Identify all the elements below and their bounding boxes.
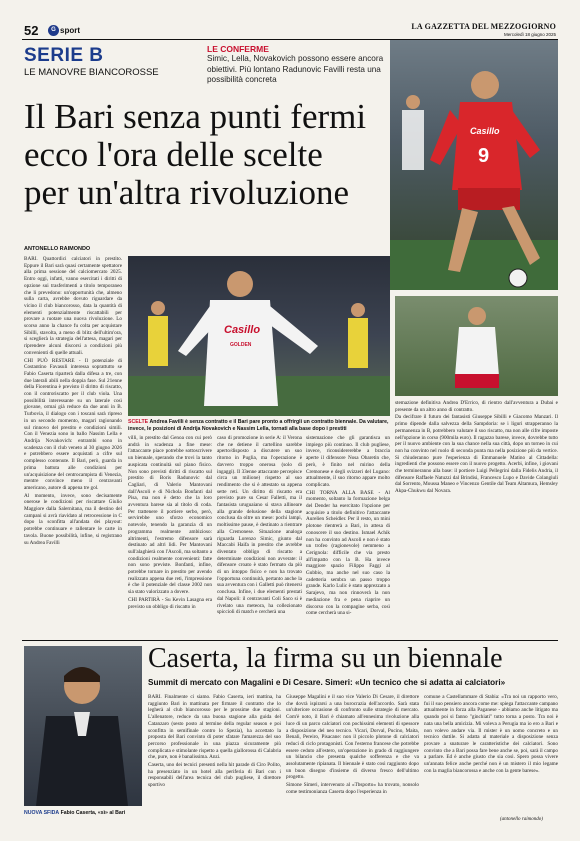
article1-paragraph: Da decifrare il futuro dei fantasisti Giuseppe Sibilli e Giacomo Manzari. Il primo dipende dalla salvezza della Sampdoria: se i liguri strapperanno la permanenza in B, potrebbero valutare il suo riscatto, ma non alle cifre imposte nell'opzione in corso (900mila euro). Il ragazzo barese, invece, dovrebbe tutto per il nuovo ambiente con la sua chance nella sua città, dopo un torneo in cui non ha convinto nel ruolo di seconda punta ma nella posizione più da vertice. Si chiuderanno pure l'esperienza di Emmanuele Matino al Cittadella: ingredienti che possono essere con il nuovo progetto. Acerbi, infine, i giovani che termineranno alla base: il portiere Luigi Pellegrini dalla Fidelis Andria, il difensore Raffaele Natuzzi dal Brindisi, Francesco Lupo e Davide Colangiuli dal Sorrento, Moussa Maneo e Vincenzo Gentile dal Team Altamura, Hemsley Akpa-Chukwu dal Novara. <box>395 414 558 495</box>
headline-line-3: per un'altra rivoluzione <box>24 173 350 212</box>
section-kicker <box>24 46 204 79</box>
article1-paragraph: CHI PARTIRÀ - Su Kevin Lasagna era previsto un obbligo di riscatto in <box>128 596 212 610</box>
article1-column-2 <box>128 435 212 634</box>
article1-paragraph: Al momento, invece, sono decisamente onerose le condizioni per riscattare Giulio Maggiore dalla Salernitana, ma il destino del campani si avrà riavidato al retrocessione in C dopo la sconfitta all'andata dei playout: potrebbe continuare e rallentare le carte in tavola. Buone possibilità, infine, si registrano su Andrea Favilli <box>24 492 122 546</box>
article2-signature: (antonello raimondo) <box>500 817 543 822</box>
article2-title: Caserta, la firma su un biennale <box>148 643 503 674</box>
player-illustration <box>390 40 558 290</box>
article2-paragraph: Giuseppe Magalini e il suo vice Valerio Di Cesare, il direttore che dovrà ispirarsi a una burocrazia dell'accordo. Sarà stata un'ulteriore occasione di confronto sulle strategie di mercato. Com'è noto, il Bari è chiamato all'ennesima rivoluzione alla luce di un parco calciatori con pochissimi elementi di spessore a disposizione del neo tecnico. Vicari, Dorval, Pucino, Maita, Benali, Pereiro, Pisacane: non il piccolo plotone di calciatori reduci di ciclo protagonisti. Con l'esterno francese che potrebbe essere ceduto all'estero, un'operazione in grado di raggiungere un bilancio che presenta qualche sofferenza e che va assolutamente ripianata. Il biennale è stato così raggiunto dopo un buon disegno d'insieme di diverso fresco dell'ultimo progetto. <box>286 694 419 781</box>
players-illustration <box>128 256 390 416</box>
article2-column-2 <box>286 694 419 816</box>
coach-caption-label: NUOVA SFIDA <box>24 810 60 816</box>
jersey-sponsor-2: Casillo <box>224 324 261 336</box>
jersey-sponsor-small: GOLDEN <box>230 342 252 348</box>
article1-paragraph: sistemazione che gli garantisca un impiego più continuo. Il club pugliese, invece, riconsidererebbe a braccia aperte il difensore Nosa Obaretin che, però, è finito nel mirino della Cremonese e degli svizzeri del Lugano: attualmente, il suo ritorno appare molto complicato. <box>306 435 390 488</box>
caption-label: SCELTE <box>128 419 149 425</box>
article2-paragraph: Simone Simeri, intervenuto al «Tbsporto» ha trovato, nonsolo come testimonianza Caserta dopo l'esperienza in <box>286 782 419 795</box>
kicker-title: SERIE B <box>24 45 104 66</box>
article2-subtitle: Summit di mercato con Magalini e Di Cesare. Simeri: «Un tecnico che si adatta ai calciatori» <box>148 678 506 687</box>
article1-column-3 <box>217 435 302 634</box>
headline-line-1: Il Bari senza punti fermi <box>24 97 367 136</box>
article2-paragraph: BARI. Finalmente ci siamo. Fabio Caserta, ieri mattina, ha raggiunto Bari in mattinata per firmare il contratto che lo legherà al club biancorosso per le prossime due stagioni. L'allenatore, reduce da una buona stagione alla guida del Catanzaro (sesto posto al termine della regular season e poi sconfitta in semifinale contro lo Spezia), ha accettato la proposta del Bari convinto di poter sfatare l'amarezza del suo percorso professionale in una piazza sicuramente più complicata e stimolante rispetto a quella giallorossa di Calabria che, pure, non è banalissima. Anzi. <box>148 694 281 761</box>
section-logo: G sport <box>48 24 80 36</box>
article1-column-1 <box>24 256 122 634</box>
article1-paragraph: CHI PUÒ RESTARE - Il potenziale di Costantino Favasuli interessa soprattutto se Fabio Caserta riparterà dalla difesa a tre, con due laterali abili nella doppia fase. Sul 21enne della Fiorentina è previsto il diritto di riscatto, con il controriscatto per il club viola. Una possibilità interessante su un laterale così giovane, ormai già reduce da due anni in B. Turbovia, il dialogo con i toscani sarà ripreso in un secondo momento, magari ragionando sul rinnovo del prestito e condizioni simili. Con il Venezia sono in ballo Nassim Lella e Andrija Novakovich: entrambi sono in scadenza con il club veneto al 30 giugno 2026 e potrebbero essere acquistati a cifre sul complesso contenute. Il Bari, però, guarda in prima battuta alle condizioni per un'acquisizione del centrocampista di Venezia, mentre convince meno il centravanti americano, autore di appena tre gol. <box>24 357 122 491</box>
secondary-photo <box>128 256 390 416</box>
article2-column-3 <box>424 694 558 816</box>
kicker-subtitle: LE MANOVRE BIANCOROSSE <box>24 67 159 78</box>
article1-paragraph: villi, in prestito dal Genoa con cui però andrà in scadenza a fine mese: l'attaccante piace potrebbe sottoscrivere un biennale, sperando che trovi la tanto auspicata continuità sul piano fisico. Non sono previsti diritti di riscatto sul prestito di Boris Radunovic dal Cagliari, di Valerio Mantovani dall'Ascoli e di Nichola Bonfanti dal Pisa, ma non è detto che la loro avventura barese sia al titolo di coda. Per trattenere il portiere serbo, però, servirebbe uno sforzo economico notevole, tenendo la garanzia di un programma realmente ambizioso: altrimenti, l'estremo difensore sarà destinato ad altri lidi. Per Mantovani sull'alaghierà con l'Ascoli, ma soltanto a condizioni realmente convenienti: fatte non sono previste. Bonfanti, infine, potrebbe tornare in prestito per avendo realizzato appena due reti, l'impressione è che il potenziale del classe 2002 non sia stato valorizzato a dovere. <box>128 435 212 596</box>
page-header <box>22 22 558 40</box>
article1-paragraph: caso di promozione in serie A: il Verona che ne detiene il cartellino sarebbe aperto/disposto a discutere un suo ritorno in Puglia, ma l'operazione è davvero troppo onerosa (solo di ingaggi). Il 33enne attaccante percepisce circa un milione) rispetto al suo rendimento che si è attestato su appena sette reti. Un diritto di riscatto era previsto pure su Cesar Falletti, ma il fantasista uruguaiano si stava allineare alla grande delusione della stagione conclusa da oltre un mese: pochi lampi, moltissime pause, è destinato a rientrare alla Cremonese. Situazione analoga riguarda Lorenzo Simic, giunto dal Maccabi Haifa in prestito che avrebbe diventato obbligo di riscatto a determinate condizioni non avverate: il difensore croato è stato fermato da più di un intoppo fisico e non ha trovato l'opportuna continuità, pertanto anche la sua avventura con i Galletti può ritenersi conclusa. Infine, i due elementi prestati dal Napoli: il centravanti Coli Saco si è rivelato una meteora, ha collezionato spiccioli di match e cercherà una <box>217 435 302 616</box>
page-number: 52 <box>24 23 39 38</box>
article-divider <box>22 640 558 641</box>
issue-date: Mercoledì 18 giugno 2025 <box>503 32 556 37</box>
sidebar-note <box>207 44 387 86</box>
article1-paragraph: BARI. Quattordici calciatori in prestito. Eppure il Bari sarà quasi certamente spettatore alla prima sessione del calciomercato 2025. Entro oggi, infatti, vanno esercitati i diritti di opzione sui trasferimenti a titolo temporaneo che li prevedono: un'opportunità che, almeno sulla carta, avrebbe dovuto riguardare da vicino il club biancorosso, data la quantità di elementi potenzialmente riscattabili per provare a ruotare una nuova rivoluzione. Lo scorso anno la chance fu colta per acquistare Sibilli, stavolta, a meno di blitz dell'ultim'ora, si sceglierà la strategia dell'attesa, magari per riprendere alcuni discorsi a condizioni più convenienti di quelle attuali. <box>24 256 122 356</box>
headline-line-2: ecco l'ora delle scelte <box>24 135 323 174</box>
byline: ANTONELLO RAIMONDO <box>24 246 91 252</box>
masthead: LA GAZZETTA DEL MEZZOGIORNO <box>411 22 556 31</box>
sidebar-note-text: Simic, Lella, Novakovich possono essere ancora obiettivi. Più lontano Radunovic Favilli resta una possibilità concreta <box>207 54 384 85</box>
article1-paragraph: stemazione definitiva Andrea D'Errico, di rientro dall'avventura a Dubai e presente da un altro anno di contratto. <box>395 400 558 413</box>
caption-text: Andrea Favilli è senza contratto e il Bari pare pronto a offrirgli un contratto biennale. Da valutare, invece, le posizioni di Andrija Novakovich e Nassim Lella, tornati alla base dopo i prestiti <box>128 419 389 432</box>
logo-circle-icon: G <box>48 25 59 36</box>
inset-player-illustration <box>395 296 558 396</box>
article1-column-5 <box>395 400 558 634</box>
article2-paragraph: comune a Castellammare di Stabia: «Tra noi un rapporto vero, fui il suo pensiero ancora come me: spiega l'attaccante campano attualmente in forza alla Paganese - abbiamo anche litigato ma quando poi si fanno "ginchiati" tutto torna a posto. Tra noi è nata una bella amicizia. Mi voleva a Perugia ma io ero a Bari e non volevo andare via. Il mister è un uomo concreto e un tecnico duttile. Si adatta al materiale a disposizione senza provare a snaturare le caratteristiche dei calciatori. Sono convinto che a Bari possa fare bene anche se, poi, sarà il campo a parlare. Ed è anche giusto che sia così. Spero possa vivere un'annata felice anche perché non è un mistero il mio legame con la maglia biancorossa e anche con la gente barese». <box>424 694 558 774</box>
article1-paragraph: CHI TORNA ALLA BASE - Al momento, soltanto la formazione belga del Dender ha esercitato l'opzione per acquisire a titolo definitivo l'attaccante Aurelien Scheidler. Per il resto, un mini plotone rientrerà a Bari, in attesa di conoscere il suo destino. Ismael Achik non ha convinto ad Ascoli e non è stato un trofeo (ragionevole) nemmeno a Cerignola: difficile che via presto all'impatto con la B. Ha invece maggiore spazio Filippo Faggi al Gubbio, ma anche nel suo caso la cadetteria sembra un passo troppo grande. Karlo Lulic è stato apprezzato a Sarajevo, ma non rinnoverà la non mediazione fra e pena riaprire un discorso con la compagine serba, così come cercherà una si- <box>306 489 390 617</box>
article1-column-4 <box>306 435 390 634</box>
inset-photo <box>395 296 558 396</box>
coach-illustration <box>24 646 142 806</box>
sidebar-note-title: LE CONFERME <box>207 44 269 54</box>
photo-caption <box>128 419 390 432</box>
coach-photo <box>24 646 142 806</box>
jersey-sponsor: Casillo <box>470 126 500 136</box>
coach-caption-text: Fabio Caserta, «sì» al Bari <box>60 810 126 816</box>
main-photo <box>390 40 558 290</box>
article2-column-1 <box>148 694 281 816</box>
article2-paragraph: Caserta, uno dei tecnici presenti nella hit parade di Ciro Polito, ha presenziato in un hotel alla periferia di Bari con i responsabili dell'area tecnica del club pugliese, il direttore sportivo <box>148 762 281 789</box>
headline <box>24 98 394 212</box>
coach-photo-caption <box>24 810 144 817</box>
jersey-number: 9 <box>478 145 490 167</box>
